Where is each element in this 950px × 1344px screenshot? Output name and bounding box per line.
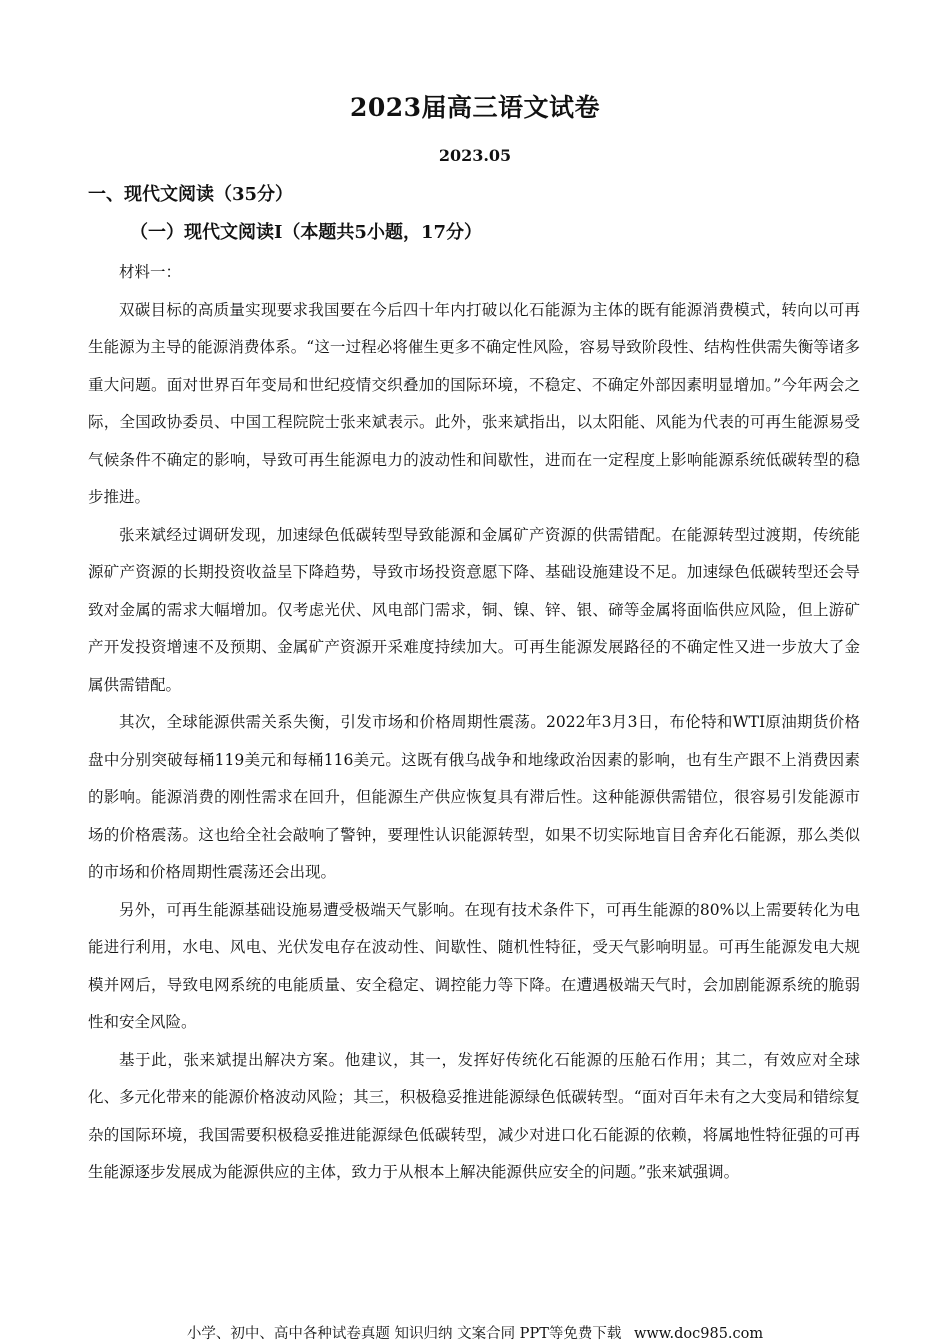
document-title: 2023届高三语文试卷	[349, 93, 601, 122]
page-footer	[0, 1322, 950, 1343]
paragraph: 基于此，张来斌提出解决方案。他建议，其一，发挥好传统化石能源的压舱石作用；其二，有效应对全球化、多元化带来的能源价格波动风险；其三，积极稳妥推进能源绿色低碳转型。“面对百年未有之大变局和错综复杂的国际环境，我国需要积极稳妥推进能源绿色低碳转型，减少对进口化石能源的依赖，将属地性特征强的可再生能源逐步发展成为能源供应的主体，致力于从根本上解决能源供应安全的问题。”张来斌强调。	[88, 1050, 860, 1181]
subsection-heading: （一）现代文阅读Ⅰ（本题共5小题，17分）	[130, 222, 482, 243]
paragraph: 另外，可再生能源基础设施易遭受极端天气影响。在现有技术条件下，可再生能源的80%以上需要转化为电能进行利用，水电、风电、光伏发电存在波动性、间歇性、随机性特征，受天气影响明显。可再生能源发电大规模并网后，导致电网系统的电能质量、安全稳定、调控能力等下降。在遭遇极端天气时，会加剧能源系统的脆弱性和安全风险。	[88, 900, 860, 1031]
document-date: 2023.05	[438, 146, 512, 165]
paragraph: 其次，全球能源供需关系失衡，引发市场和价格周期性震荡。2022年3月3日，布伦特和WTI原油期货价格盘中分别突破每桶119美元和每桶116美元。这既有俄乌战争和地缘政治因素的影响，也有生产跟不上消费因素的影响。能源消费的刚性需求在回升，但能源生产供应恢复具有滞后性。这种能源供需错位，很容易引发能源市场的价格震荡。这也给全社会敲响了警钟，要理性认识能源转型，如果不切实际地盲目舍弃化石能源，那么类似的市场和价格周期性震荡还会出现。	[88, 713, 860, 881]
reading-material	[88, 254, 860, 1192]
footer-text: 小学、初中、高中各种试卷真题 知识归纳 文案合同 PPT等免费下载	[186, 1326, 622, 1342]
paragraph: 双碳目标的高质量实现要求我国要在今后四十年内打破以化石能源为主体的既有能源消费模式，转向以可再生能源为主导的能源消费体系。“这一过程必将催生更多不确定性风险，容易导致阶段性、结构性供需失衡等诸多重大问题。面对世界百年变局和世纪疫情交织叠加的国际环境，不稳定、不确定外部因素明显增加。”今年两会之际，全国政协委员、中国工程院院士张来斌表示。此外，张来斌指出，以太阳能、风能为代表的可再生能源易受气候条件不确定的影响，导致可再生能源电力的波动性和间歇性，进而在一定程度上影响能源系统低碳转型的稳步推进。	[88, 300, 860, 506]
paragraph: 张来斌经过调研发现，加速绿色低碳转型导致能源和金属矿产资源的供需错配。在能源转型过渡期，传统能源矿产资源的长期投资收益呈下降趋势，导致市场投资意愿下降、基础设施建设不足。加速绿色低碳转型还会导致对金属的需求大幅增加。仅考虑光伏、风电部门需求，铜、镍、锌、银、碲等金属将面临供应风险，但上游矿产开发投资增速不及预期、金属矿产资源开采难度持续加大。可再生能源发展路径的不确定性又进一步放大了金属供需错配。	[88, 525, 860, 694]
section-heading: 一、现代文阅读（35分）	[88, 184, 294, 205]
material-label: 材料一：	[119, 263, 182, 281]
footer-link[interactable]: www.doc985.com	[633, 1326, 764, 1342]
